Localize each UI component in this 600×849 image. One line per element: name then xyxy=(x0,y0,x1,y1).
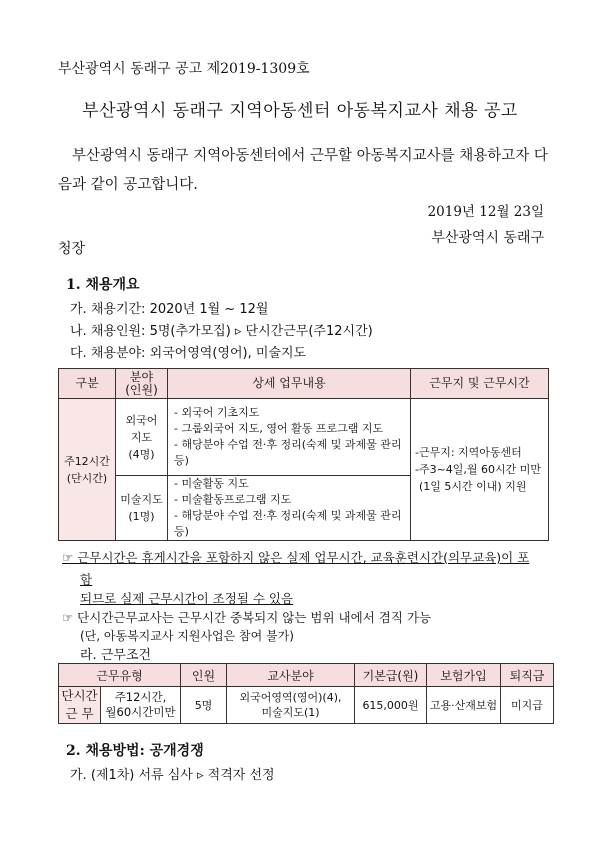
table-row xyxy=(59,687,554,724)
teacher-field-cell: 외국어영역(영어)(4), 미술지도(1) xyxy=(227,687,355,724)
issuer-title: 청장 xyxy=(58,241,86,257)
notice-date: 2019년 12월 23일 xyxy=(427,204,544,220)
header-category: 구분 xyxy=(59,369,116,399)
duties-cell xyxy=(168,476,411,541)
duty-item: - 미술활동 지도 xyxy=(174,477,249,490)
header-work-type: 근무유형 xyxy=(59,664,181,687)
duty-item: - 해당분야 수업 전·후 정리(숙제 및 과제물 관리 등) xyxy=(174,509,402,538)
note-working-hours-end: 되므로 실제 근무시간이 조정될 수 있음 xyxy=(80,591,294,606)
duty-item: - 해당분야 수업 전·후 정리(숙제 및 과제물 관리 등) xyxy=(174,438,402,467)
header-salary: 기본급(원) xyxy=(355,664,427,687)
hours-cell: 주12시간, 월60시간미만 xyxy=(101,687,181,724)
overview-fields: 다. 채용분야: 외국어영역(영어), 미술지도 xyxy=(70,346,307,361)
duty-table xyxy=(58,368,549,541)
field-cell: 미술지도 (1명) xyxy=(116,476,168,541)
workplace-cell xyxy=(411,399,549,541)
section-title-overview: 1. 채용개요 xyxy=(66,277,140,293)
duty-item: - 미술활동프로그램 지도 xyxy=(174,493,292,506)
conditions-table xyxy=(58,663,554,724)
severance-cell: 미지급 xyxy=(501,687,554,724)
header-duties: 상세 업무내용 xyxy=(168,369,411,399)
duties-cell xyxy=(168,399,411,476)
duty-table-header xyxy=(59,369,549,399)
note-exception: (단, 아동복지교사 지원사업은 참여 불가) xyxy=(80,629,294,643)
page-title: 부산광역시 동래구 지역아동센터 아동복지교사 채용 공고 xyxy=(82,101,518,121)
overview-period: 가. 채용기간: 2020년 1월 ~ 12월 xyxy=(70,302,269,317)
duty-item: - 그룹외국어 지도, 영어 활동 프로그램 지도 xyxy=(174,422,384,435)
workplace-line: (1일 5시간 이내) 지원 xyxy=(419,480,527,493)
notice-number: 부산광역시 동래구 공고 제2019-1309호 xyxy=(58,61,310,77)
header-severance: 퇴직금 xyxy=(501,664,554,687)
workplace-line: -주3~4일,월 60시간 미만 xyxy=(415,463,542,476)
issuer-name: 부산광역시 동래구 xyxy=(431,230,544,246)
note-working-hours-cont: 함 xyxy=(80,572,93,587)
intro-paragraph: 부산광역시 동래구 지역아동센터에서 근무할 아동복지교사를 채용하고자 다음과 같이 공고합니다. xyxy=(58,148,548,193)
header-count: 인원 xyxy=(181,664,227,687)
header-workplace: 근무지 및 근무시간 xyxy=(411,369,549,399)
note-concurrent-work: ☞ 단시간근무교사는 근무시간 중복되지 않는 범위 내에서 겸직 가능 xyxy=(62,610,432,625)
count-cell: 5명 xyxy=(181,687,227,724)
duty-item: - 외국어 기초지도 xyxy=(174,406,260,419)
header-teacher-field: 교사분야 xyxy=(227,664,355,687)
note-working-hours: ☞ 근무시간은 휴게시간을 포함하지 않은 실제 업무시간, 교육훈련시간(의무교육)이 포 xyxy=(62,550,530,565)
work-type-cell: 단시간 근 무 xyxy=(59,687,101,724)
working-conditions-label: 라. 근무조건 xyxy=(80,648,152,663)
salary-cell: 615,000원 xyxy=(355,687,427,724)
insurance-cell: 고용·산재보험 xyxy=(427,687,501,724)
workplace-line: -근무지: 지역아동센터 xyxy=(415,446,522,459)
conditions-table-header xyxy=(59,664,554,687)
group-cell: 주12시간 (단시간) xyxy=(59,399,116,541)
header-insurance: 보험가입 xyxy=(427,664,501,687)
section-title-method: 2. 채용방법: 공개경쟁 xyxy=(66,743,204,759)
header-field: 분야 (인원) xyxy=(116,369,168,399)
table-row xyxy=(59,399,549,476)
method-first-stage: 가. (제1차) 서류 심사 ▹ 적격자 선정 xyxy=(70,768,275,783)
overview-headcount: 나. 채용인원: 5명(추가모집) ▹ 단시간근무(주12시간) xyxy=(70,324,373,339)
field-cell: 외국어 지도 (4명) xyxy=(116,399,168,476)
